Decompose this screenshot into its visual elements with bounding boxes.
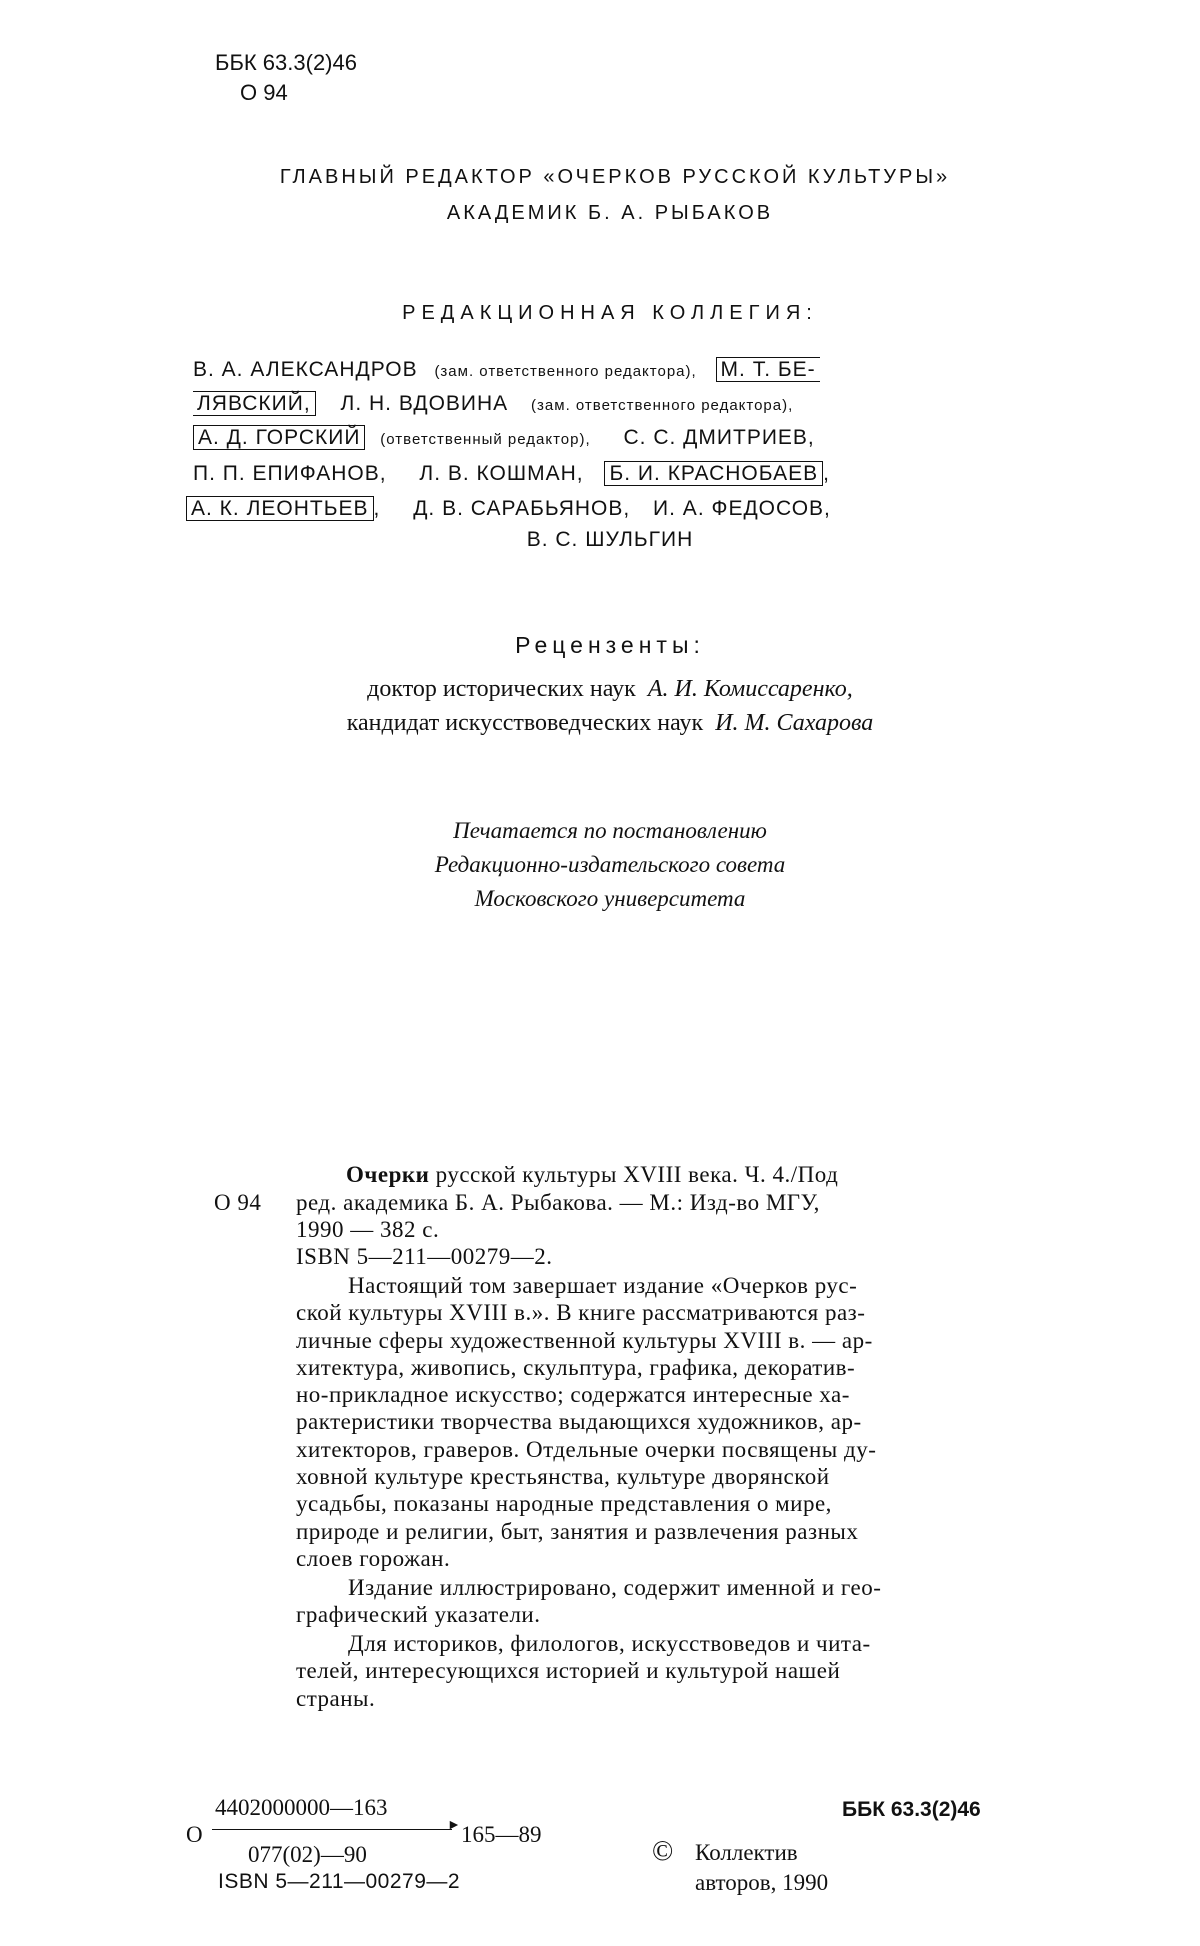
board-member: И. А. ФЕДОСОВ, [653, 497, 831, 520]
board-member-deceased: М. Т. БЕ- [716, 357, 820, 382]
annotation-title-bold: Очерки [346, 1162, 430, 1187]
paragraph-line: хитектура, живопись, скульптура, графика, декоратив- [296, 1354, 856, 1380]
board-member: П. П. ЕПИФАНОВ, [193, 462, 387, 485]
annotation-paragraph-2 [296, 1574, 881, 1629]
board-role: (ответственный редактор), [380, 431, 591, 448]
board-line-5 [186, 497, 831, 521]
reviewers-heading: Рецензенты: [515, 632, 705, 658]
annotation-paragraph-3 [296, 1630, 871, 1712]
paragraph-line: усадьбы, показаны народные представления о мире, [296, 1491, 832, 1517]
author-code: О 94 [240, 80, 288, 105]
paragraph-line: слоев горожан. [296, 1545, 451, 1571]
footer-numerator: 4402000000—163 [215, 1795, 388, 1820]
reviewer-2-degree: кандидат искусствоведческих наук [346, 710, 704, 736]
annotation-line-2: ред. академика Б. А. Рыбакова. — М.: Изд-во МГУ, [296, 1190, 820, 1215]
board-member: Л. Н. ВДОВИНА [340, 392, 509, 415]
paragraph-line: Для историков, филологов, искусствоведов и чита- [348, 1631, 871, 1656]
copyright-icon: © [652, 1836, 674, 1867]
board-member: С. С. ДМИТРИЕВ, [623, 426, 815, 449]
board-line-3 [193, 426, 815, 450]
board-member-deceased: А. Д. ГОРСКИЙ [193, 425, 365, 450]
board-line-6: В. С. ШУЛЬГИН [526, 528, 694, 551]
board-member: В. А. АЛЕКСАНДРОВ [193, 358, 418, 381]
board-member: Д. В. САРАБЬЯНОВ, [413, 497, 631, 520]
paragraph-line: Настоящий том завершает издание «Очерков рус- [348, 1273, 858, 1298]
reviewer-2-name: И. М. Сахарова [715, 710, 874, 736]
paragraph-line: телей, интересующихся историей и культурой нашей [296, 1658, 841, 1684]
board-member-deceased: ЛЯВСКИЙ, [193, 391, 316, 416]
board-member: Л. В. КОШМАН, [419, 462, 584, 485]
footer-arrow-icon: ► [447, 1818, 461, 1833]
board-line-4 [193, 462, 830, 486]
annotation-paragraph-1 [296, 1272, 876, 1572]
copyright-year: авторов, 1990 [695, 1870, 829, 1895]
reviewer-1-degree: доктор исторических наук [367, 676, 636, 702]
footer-isbn: ISBN 5—211—00279—2 [218, 1870, 461, 1893]
footer-denominator: 077(02)—90 [248, 1842, 367, 1867]
board-line-1 [193, 358, 820, 382]
paragraph-line: рактеристики творчества выдающихся художников, ар- [296, 1409, 862, 1435]
annotation-line-3: 1990 — 382 с. [296, 1217, 440, 1242]
reviewer-2 [0, 710, 1200, 737]
board-line-2 [193, 392, 793, 416]
paragraph-line: Издание иллюстрировано, содержит именной и гео- [348, 1575, 882, 1600]
reviewer-1-name: А. И. Комиссаренко, [647, 676, 853, 702]
board-heading: РЕДАКЦИОННАЯ КОЛЛЕГИЯ: [402, 302, 818, 324]
paragraph-line: но-прикладное искусство; содержатся интересные ха- [296, 1382, 850, 1408]
annotation-title-rest: русской культуры XVIII века. Ч. 4./Под [435, 1162, 839, 1187]
annotation-isbn: ISBN 5—211—00279—2. [296, 1244, 553, 1269]
paragraph-line: личные сферы художественной культуры XVIII в. — ар- [296, 1327, 873, 1353]
imprint-line-1: Печатается по постановлению [453, 818, 767, 843]
footer-bbk: ББК 63.3(2)46 [842, 1798, 981, 1821]
board-member-deceased: А. К. ЛЕОНТЬЕВ [186, 496, 374, 521]
board-member-deceased: Б. И. КРАСНОБАЕВ [604, 461, 823, 486]
board-punct: , [373, 497, 381, 520]
imprint-line-2: Редакционно-издательского совета [434, 852, 786, 877]
bbk-index: ББК 63.3(2)46 [215, 50, 357, 75]
board-punct: , [823, 462, 830, 485]
annotation-title [346, 1162, 838, 1188]
footer-right-number: 165—89 [461, 1822, 542, 1847]
annotation-code: О 94 [214, 1190, 262, 1215]
board-role: (зам. ответственного редактора), [434, 363, 697, 380]
paragraph-line: страны. [296, 1685, 376, 1711]
footer-fraction-line [212, 1829, 452, 1830]
reviewer-1 [0, 676, 1200, 703]
paragraph-line: ской культуры XVIII в.». В книге рассматриваются раз- [296, 1300, 866, 1326]
chief-editor-title: ГЛАВНЫЙ РЕДАКТОР «ОЧЕРКОВ РУССКОЙ КУЛЬТУРЫ» [279, 166, 951, 188]
paragraph-line: ховной культуре крестьянства, культуре дворянской [296, 1464, 830, 1490]
chief-editor-name: АКАДЕМИК Б. А. РЫБАКОВ [446, 202, 774, 224]
paragraph-line: природе и религии, быт, занятия и развлечения разных [296, 1518, 859, 1544]
paragraph-line: графический указатели. [296, 1602, 541, 1628]
imprint-line-3: Московского университета [474, 886, 746, 911]
board-role: (зам. ответственного редактора), [531, 397, 794, 414]
paragraph-line: хитекторов, граверов. Отдельные очерки посвящены ду- [296, 1436, 877, 1462]
copyright-holder: Коллектив [695, 1840, 798, 1865]
footer-o: О [186, 1822, 203, 1847]
